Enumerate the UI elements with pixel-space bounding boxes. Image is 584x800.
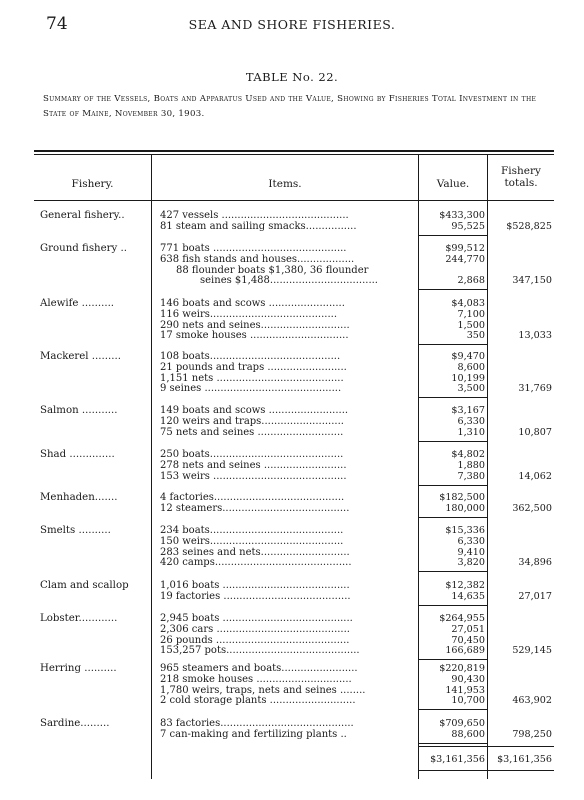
- fishery-total: 529,145: [512, 645, 552, 657]
- item-value: 7,380: [457, 470, 485, 482]
- item-value: $9,470: [451, 351, 485, 362]
- column-divider-fishery: [151, 155, 152, 779]
- item-line: 965 steamers and boats........................: [160, 663, 358, 674]
- fishery-total: 10,807: [518, 426, 552, 438]
- item-line: 290 nets and seines............................: [160, 319, 350, 331]
- item-value: 3,820: [457, 557, 485, 569]
- item-line: 146 boats and scows ........................: [160, 298, 345, 309]
- table-bottom-rule: [418, 770, 554, 771]
- fishery-total: 14,062: [518, 470, 552, 482]
- item-line: 75 nets and seines ...........................: [160, 426, 344, 438]
- group-separator: [418, 344, 487, 345]
- item-line: 120 weirs and traps..........................: [160, 415, 344, 427]
- item-line: 7 can-making and fertilizing plants ..: [160, 728, 347, 740]
- item-value: 1,500: [457, 319, 485, 331]
- group-separator: [418, 659, 487, 660]
- item-value: $4,083: [451, 298, 485, 309]
- item-line: seines $1,488..................................: [200, 275, 378, 287]
- header-fishery-totals: Fishery totals.: [501, 165, 541, 189]
- fishery-total: 798,250: [512, 728, 552, 740]
- item-line: 278 nets and seines ..........................: [160, 459, 347, 471]
- item-line: 83 factories..........................................: [160, 718, 354, 729]
- running-head: SEA AND SHORE FISHERIES.: [188, 17, 396, 32]
- item-value: 1,880: [457, 459, 485, 471]
- item-line: 26 pounds ..........................................: [160, 634, 350, 646]
- item-value: $99,512: [445, 243, 485, 254]
- fishery-label: General fishery..: [40, 210, 125, 221]
- fishery-label: Lobster............: [40, 613, 118, 624]
- item-value: 166,689: [445, 645, 485, 657]
- item-line: 149 boats and scows .........................: [160, 405, 349, 416]
- fishery-total: 362,500: [512, 502, 552, 514]
- item-value: 27,051: [451, 623, 485, 635]
- item-value: 10,700: [451, 695, 485, 707]
- page-number: 74: [46, 14, 68, 34]
- item-line: 116 weirs........................................: [160, 308, 338, 320]
- fishery-label: Clam and scallop: [40, 580, 129, 591]
- item-line: 2,945 boats .........................................: [160, 613, 353, 624]
- item-line: 4 factories.........................................: [160, 492, 345, 503]
- fishery-label: Sardine.........: [40, 718, 110, 729]
- column-divider-items: [418, 155, 419, 779]
- item-value: 10,199: [451, 372, 485, 384]
- item-value: 8,600: [457, 361, 485, 373]
- grand-total-value: $3,161,356: [430, 754, 485, 765]
- item-line: 2 cold storage plants ...........................: [160, 695, 356, 707]
- fishery-label: Salmon ...........: [40, 405, 118, 416]
- header-value: Value.: [436, 178, 470, 190]
- fishery-label: Mackerel .........: [40, 351, 121, 362]
- table-top-rule: [34, 150, 554, 152]
- fishery-total: $528,825: [506, 220, 552, 232]
- item-value: 1,310: [457, 426, 485, 438]
- item-line: 21 pounds and traps .........................: [160, 361, 347, 373]
- group-separator: [418, 709, 487, 710]
- item-value: 90,430: [451, 673, 485, 685]
- item-line: 150 weirs..........................................: [160, 535, 344, 547]
- item-line: 1,151 nets ........................................: [160, 372, 344, 384]
- item-line: 88 flounder boats $1,380, 36 flounder: [176, 264, 369, 276]
- group-separator: [418, 235, 487, 236]
- item-line: 638 fish stands and houses..................: [160, 253, 355, 265]
- grand-total-rule: [418, 746, 554, 747]
- item-value: $709,650: [439, 718, 485, 729]
- table-top-rule-thin: [34, 154, 554, 155]
- item-value: 14,635: [451, 590, 485, 602]
- item-line: 19 factories ........................................: [160, 590, 351, 602]
- item-value: $15,336: [445, 525, 485, 536]
- item-line: 234 boats..........................................: [160, 525, 344, 536]
- item-line: 250 boats..........................................: [160, 449, 344, 460]
- item-line: 153 weirs ..........................................: [160, 470, 347, 482]
- item-line: 2,306 cars ..........................................: [160, 623, 350, 635]
- group-separator: [418, 485, 487, 486]
- group-separator: [418, 571, 487, 572]
- item-line: 771 boats ..........................................: [160, 243, 347, 254]
- group-separator: [418, 289, 487, 290]
- item-value: $182,500: [439, 492, 485, 503]
- item-value: 6,330: [457, 415, 485, 427]
- item-value: $264,955: [439, 613, 485, 624]
- item-line: 427 vessels ........................................: [160, 210, 349, 221]
- item-value: 3,500: [457, 383, 485, 395]
- item-line: 283 seines and nets............................: [160, 546, 350, 558]
- fishery-total: 34,896: [518, 557, 552, 569]
- item-value: 141,953: [445, 684, 485, 696]
- item-value: $12,382: [445, 580, 485, 591]
- fishery-total: 27,017: [518, 590, 552, 602]
- fishery-total: 347,150: [512, 275, 552, 287]
- item-line: 81 steam and sailing smacks................: [160, 220, 357, 232]
- fishery-label: Ground fishery ..: [40, 243, 127, 254]
- item-line: 12 steamers........................................: [160, 502, 350, 514]
- column-divider-value: [487, 155, 488, 779]
- item-value: 70,450: [451, 634, 485, 646]
- item-line: 420 camps...........................................: [160, 557, 352, 569]
- item-value: 6,330: [457, 535, 485, 547]
- item-value: $3,167: [451, 405, 485, 416]
- item-value: $4,802: [451, 449, 485, 460]
- item-value: $220,819: [439, 663, 485, 674]
- table-title: TABLE No. 22.: [245, 70, 339, 84]
- fishery-label: Menhaden.......: [40, 492, 118, 503]
- item-value: 2,868: [457, 275, 485, 287]
- item-line: 108 boats.........................................: [160, 351, 341, 362]
- item-line: 153,257 pots..........................................: [160, 645, 360, 657]
- item-line: 1,780 weirs, traps, nets and seines ........: [160, 684, 366, 696]
- group-separator: [418, 743, 487, 744]
- grand-total-fishery: $3,161,356: [497, 754, 552, 765]
- header-items: Items.: [268, 178, 302, 190]
- item-value: 9,410: [457, 546, 485, 558]
- item-line: 1,016 boats ........................................: [160, 580, 350, 591]
- fishery-label: Herring ..........: [40, 663, 117, 674]
- table-caption: Summary of the Vessels, Boats and Apparatus Used and the Value, Showing by Fisheries Total Investment in the State of Maine, November 30, 1903.: [43, 94, 537, 119]
- group-separator: [418, 441, 487, 442]
- item-line: 9 seines ...........................................: [160, 383, 342, 395]
- header-bottom-rule: [34, 200, 554, 201]
- fishery-label: Alewife ..........: [40, 298, 115, 309]
- item-value: 350: [466, 330, 485, 342]
- fishery-label: Smelts ..........: [40, 525, 111, 536]
- item-value: 7,100: [457, 308, 485, 320]
- fishery-label: Shad ..............: [40, 449, 115, 460]
- group-separator: [418, 517, 487, 518]
- fishery-total: 31,769: [518, 383, 552, 395]
- group-separator: [418, 605, 487, 606]
- fishery-total: 13,033: [518, 330, 552, 342]
- header-fishery: Fishery.: [71, 178, 114, 190]
- group-separator: [418, 397, 487, 398]
- item-value: 88,600: [451, 728, 485, 740]
- item-value: 180,000: [445, 502, 485, 514]
- item-line: 218 smoke houses ..............................: [160, 673, 352, 685]
- item-value: 244,770: [445, 253, 485, 265]
- item-value: $433,300: [439, 210, 485, 221]
- item-line: 17 smoke houses ...............................: [160, 330, 349, 342]
- item-value: 95,525: [451, 220, 485, 232]
- fishery-total: 463,902: [512, 695, 552, 707]
